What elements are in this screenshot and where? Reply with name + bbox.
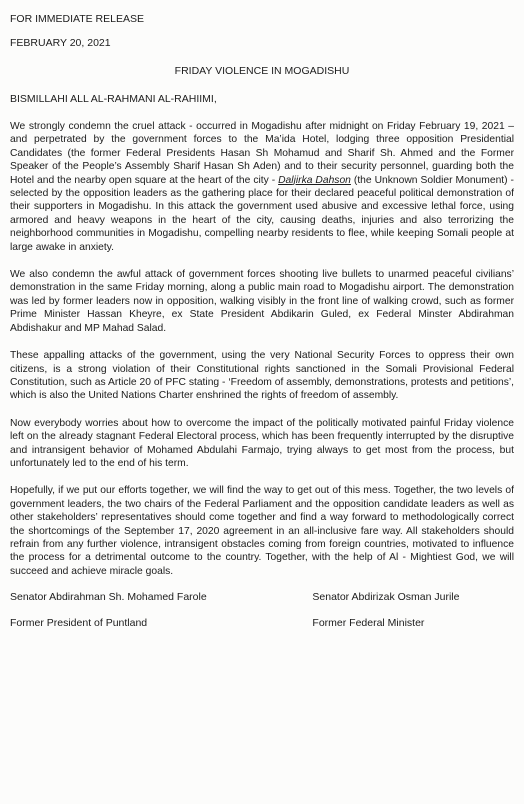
signatory-left-name: Senator Abdirahman Sh. Mohamed Farole	[10, 591, 207, 604]
paragraph-5: Hopefully, if we put our efforts together, we will find the way to get out of this mess. Together, the two levels of government leaders, the two chairs of the Federal Parliament and the opposition candidate leaders as well as other stakeholders’ representatives should come together and find a way forward to methodologically correct the shortcomings of the September 17, 2020 agreement in an all-inclusive fare way. All stakeholders should refrain from any further violence, intransigent obstacles coming from foreign countries, motivated to influence the process for a detrimental outcome to the country. Together, with the help of Al - Mightiest God, we will succeed and achieve miracle goals.	[10, 485, 514, 577]
paragraph-1	[10, 120, 514, 254]
paragraph-3: These appalling attacks of the government, using the very National Security Forces to oppress their own citizens, is a strong violation of their Constitutional rights sanctioned in the Somali Provisional Federal Constitution, such as Article 20 of PFC stating - ‘Freedom of assembly, demonstrations, protests and petitions’, which is also the United Nations Charter enshrined the rights of freedom of assembly.	[10, 350, 514, 402]
paragraph-4: Now everybody worries about how to overcome the impact of the politically motivated painful Friday violence left on the already stagnant Federal Electoral process, which has been frequently interrupted by the disruptive and intransigent behavior of Mohamed Abdulahi Farmajo, trying always to get most from the process, but unfortunately led to the end of his term.	[10, 417, 514, 469]
document-title: FRIDAY VIOLENCE IN MOGADISHU	[174, 65, 350, 77]
monument-name: Daljirka Dahson	[278, 174, 351, 186]
paragraph-1-part-b: (the Unknown Soldier Monument) - selected by the opposition leaders as the gathering place for their declared peaceful political demonstration of their supporters in Mogadishu. In this attack the government used abusive and excessive lethal force, using armored and heavy weapons in the heart of the city, causing deaths, injuries and also terrorizing the neighborhood communities in Mogadishu, compelling nearby residents to flee, while keeping Somali people at large awake in anxiety.	[10, 174, 514, 253]
salutation: BISMILLAHI ALL AL-RAHMANI AL-RAHIIMI,	[10, 93, 217, 105]
signatory-left-role: Former President of Puntland	[10, 617, 148, 630]
signatory-right-role: Former Federal Minister	[312, 617, 425, 630]
release-label: FOR IMMEDIATE RELEASE	[10, 13, 144, 25]
paragraph-2: We also condemn the awful attack of government forces shooting live bullets to unarmed peaceful civilians’ demonstration in the same Friday morning, along a public main road to Mogadishu airport. The demonstration was led by former leaders now in opposition, walking visibly in the front line of walking crowd, such as former Prime Minister Hassan Kheyre, ex State President Abdikarin Guled, ex Federal Minster Abdirahman Abdishakur and MP Mahad Salad.	[10, 269, 514, 334]
signatory-right-name: Senator Abdirizak Osman Jurile	[312, 591, 460, 604]
release-date: FEBRUARY 20, 2021	[10, 37, 111, 49]
paragraph-1-part-a: We strongly condemn the cruel attack - occurred in Mogadishu after midnight on Friday February 19, 2021 – and perpetrated by the government forces to the Ma’ida Hotel, lodging three opposition Presidential Candidates (the former Federal Presidents Hasan Sh Mohamud and Sharif Sh. Ahmed and the Former Speaker of the People’s Assembly Sharif Hasan Sh Aden) and to their security personnel, guarding both the Hotel and the nearby open square at the heart of the city -	[10, 121, 514, 186]
signature-names	[10, 590, 514, 604]
signature-roles	[10, 616, 514, 630]
